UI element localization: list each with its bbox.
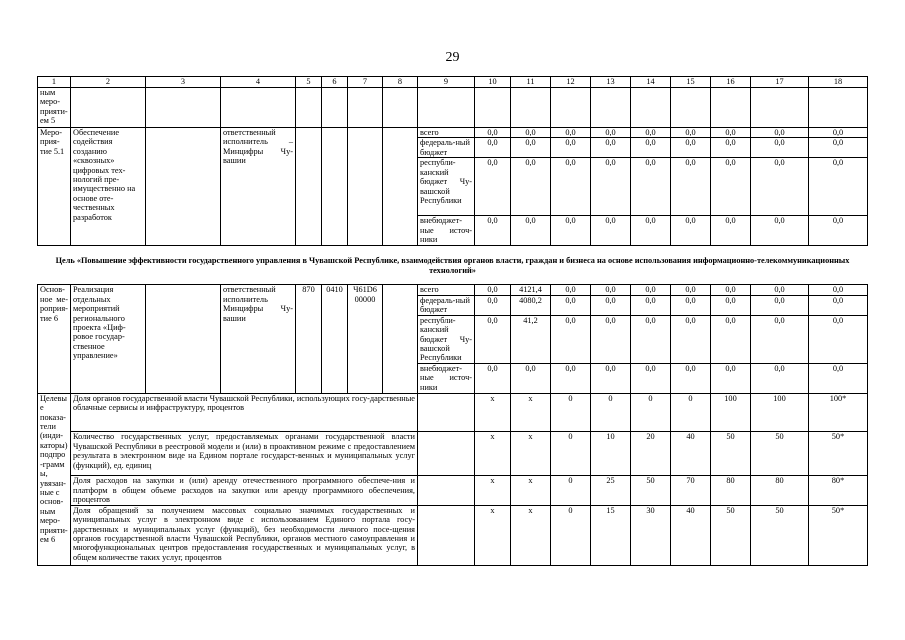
funding-value: 0,0 [671, 285, 711, 295]
cell [418, 476, 475, 505]
funding-value: 0,0 [551, 315, 591, 363]
cell [751, 88, 809, 128]
cell [418, 88, 475, 128]
funding-value: 41,2 [511, 315, 551, 363]
indicator-value: 0 [551, 432, 591, 476]
indicator-value: 50 [711, 505, 751, 565]
indicator-value: 40 [671, 432, 711, 476]
event-executor: ответственный исполнитель – Минцифры Чу-вашии [221, 128, 296, 246]
indicator-value: x [511, 476, 551, 505]
indicator-value: x [475, 432, 511, 476]
funding-value: 0,0 [671, 216, 711, 246]
goal-row [38, 246, 868, 285]
col-header: 4 [221, 77, 296, 88]
funding-value: 0,0 [475, 128, 511, 138]
funding-value: 0,0 [751, 128, 809, 138]
col-header: 5 [296, 77, 322, 88]
funding-source: всего [418, 285, 475, 295]
indicators-label: Целевые показа-тели (инди-каторы) подпро-граммы, увязан-ные с основ-ным меро-прияти-ем 6 [38, 393, 71, 565]
funding-value: 0,0 [511, 216, 551, 246]
indicator-value: 0 [631, 393, 671, 432]
funding-value: 0,0 [751, 285, 809, 295]
funding-value: 0,0 [711, 128, 751, 138]
funding-value: 0,0 [591, 158, 631, 216]
funding-source: республи-канский бюджет Чу-вашской Республики [418, 158, 475, 216]
funding-value: 0,0 [809, 138, 868, 158]
funding-value: 4080,2 [511, 295, 551, 315]
funding-value: 0,0 [475, 285, 511, 295]
indicator-value: 100 [751, 393, 809, 432]
event-title: Реализация отдельных мероприятий регионального проекта «Циф-ровое государ-ственное управление» [71, 285, 146, 393]
funding-value: 0,0 [809, 285, 868, 295]
budget-code: 0410 [322, 285, 348, 393]
funding-value: 0,0 [671, 315, 711, 363]
funding-value: 0,0 [551, 128, 591, 138]
col-header: 3 [146, 77, 221, 88]
col-header: 1 [38, 77, 71, 88]
indicator-row [38, 505, 868, 565]
indicator-value: 80 [751, 476, 809, 505]
indicator-value: 0 [591, 393, 631, 432]
indicator-value: x [475, 505, 511, 565]
funding-source: внебюджет-ные источ-ники [418, 363, 475, 393]
funding-source: федераль-ный бюджет [418, 138, 475, 158]
funding-value: 0,0 [551, 295, 591, 315]
funding-value: 0,0 [711, 363, 751, 393]
goal-title: Цель «Повышение эффективности государственного управления в Чувашской Республике, взаимодействия органов власти, граждан и бизнеса на основе использования информационно-телекоммуникационных технологий» [38, 246, 868, 285]
funding-value: 0,0 [551, 158, 591, 216]
funding-value: 0,0 [475, 363, 511, 393]
funding-source: республи-канский бюджет Чу-вашской Республики [418, 315, 475, 363]
indicator-row [38, 476, 868, 505]
page-number: 29 [445, 50, 460, 65]
indicator-value: 100* [809, 393, 868, 432]
indicator-value: 10 [591, 432, 631, 476]
funding-value: 0,0 [631, 363, 671, 393]
cell [71, 88, 146, 128]
indicator-value: 50 [711, 432, 751, 476]
budget-code: Ч61D6 00000 [348, 285, 383, 393]
indicator-value: 25 [591, 476, 631, 505]
funding-value: 0,0 [475, 138, 511, 158]
indicator-text: Количество государственных услуг, предоставляемых органами государственной власти Чувашской Республики в реестровой модели и (или) в проактивном режиме с предоставлением результата в электронном виде на Едином портале государст-венных и муниципальных услуг (функций), ед. единиц [71, 432, 418, 476]
funding-value: 0,0 [511, 128, 551, 138]
funding-value: 4121,4 [511, 285, 551, 295]
col-header: 12 [551, 77, 591, 88]
funding-value: 0,0 [631, 285, 671, 295]
cell [631, 88, 671, 128]
funding-value: 0,0 [591, 315, 631, 363]
funding-value: 0,0 [631, 295, 671, 315]
cell [671, 88, 711, 128]
cell [551, 88, 591, 128]
indicator-value: x [475, 393, 511, 432]
funding-value: 0,0 [711, 315, 751, 363]
cell [348, 128, 383, 246]
budget-code: 870 [296, 285, 322, 393]
indicator-value: 70 [671, 476, 711, 505]
indicator-value: 0 [551, 476, 591, 505]
funding-source: внебюджет-ные источ-ники [418, 216, 475, 246]
cont-label: ным меро-прияти-ем 5 [38, 88, 71, 128]
indicator-value: x [511, 505, 551, 565]
funding-value: 0,0 [511, 138, 551, 158]
indicator-value: 20 [631, 432, 671, 476]
funding-value: 0,0 [751, 295, 809, 315]
col-header: 2 [71, 77, 146, 88]
indicator-value: 80* [809, 476, 868, 505]
col-header: 13 [591, 77, 631, 88]
indicator-value: 50 [631, 476, 671, 505]
indicator-row [38, 393, 868, 432]
funding-value: 0,0 [475, 295, 511, 315]
cell [591, 88, 631, 128]
col-header: 9 [418, 77, 475, 88]
cell [383, 128, 418, 246]
funding-value: 0,0 [591, 295, 631, 315]
funding-value: 0,0 [631, 138, 671, 158]
funding-value: 0,0 [631, 158, 671, 216]
funding-value: 0,0 [751, 138, 809, 158]
funding-value: 0,0 [475, 216, 511, 246]
funding-value: 0,0 [711, 216, 751, 246]
funding-value: 0,0 [591, 363, 631, 393]
col-header: 7 [348, 77, 383, 88]
column-number-row [38, 77, 868, 88]
funding-value: 0,0 [751, 363, 809, 393]
funding-value: 0,0 [671, 128, 711, 138]
cell [418, 393, 475, 432]
indicator-value: 100 [711, 393, 751, 432]
cell [322, 88, 348, 128]
funding-value: 0,0 [751, 216, 809, 246]
funding-value: 0,0 [671, 363, 711, 393]
funding-value: 0,0 [591, 128, 631, 138]
col-header: 14 [631, 77, 671, 88]
indicator-value: 80 [711, 476, 751, 505]
indicator-text: Доля органов государственной власти Чувашской Республики, использующих госу-дарственные облачные сервисы и инфраструктуру, процентов [71, 393, 418, 432]
funding-value: 0,0 [809, 315, 868, 363]
cell [418, 505, 475, 565]
cell [383, 88, 418, 128]
funding-value: 0,0 [551, 216, 591, 246]
indicator-text: Доля обращений за получением массовых социально значимых государственных и муниципальных услуг в электронном виде с использованием Единого портала госу-дарственных и муниципальных услуг (функций), без необходимости личного посе-щения органов государственной власти Чувашской Республики, органов местного самоуправления и многофункциональных центров предоставления государственных и муниципальных услуг, в общем количестве таких услуг, процентов [71, 505, 418, 565]
funding-value: 0,0 [475, 158, 511, 216]
cell [322, 128, 348, 246]
funding-value: 0,0 [809, 158, 868, 216]
cell [511, 88, 551, 128]
program-table [37, 76, 868, 566]
indicator-value: x [511, 432, 551, 476]
cell [383, 285, 418, 393]
cell [146, 88, 221, 128]
indicator-value: x [475, 476, 511, 505]
cell [296, 88, 322, 128]
funding-value: 0,0 [551, 363, 591, 393]
funding-value: 0,0 [591, 285, 631, 295]
funding-value: 0,0 [511, 363, 551, 393]
event-label: Меро-прия-тие 5.1 [38, 128, 71, 246]
col-header: 8 [383, 77, 418, 88]
funding-value: 0,0 [671, 138, 711, 158]
cell [221, 88, 296, 128]
funding-value: 0,0 [671, 158, 711, 216]
funding-value: 0,0 [751, 315, 809, 363]
col-header: 11 [511, 77, 551, 88]
col-header: 16 [711, 77, 751, 88]
cell [146, 285, 221, 393]
indicator-row [38, 432, 868, 476]
event-title: Обеспечение содействия созданию «сквозных» цифровых тех-нологий пре-имущественно на основе оте-чественных разработок [71, 128, 146, 246]
cell [146, 128, 221, 246]
col-header: 10 [475, 77, 511, 88]
cell [809, 88, 868, 128]
funding-source: всего [418, 128, 475, 138]
funding-value: 0,0 [551, 285, 591, 295]
col-header: 15 [671, 77, 711, 88]
funding-value: 0,0 [809, 295, 868, 315]
indicator-value: 0 [551, 393, 591, 432]
cell [475, 88, 511, 128]
funding-source: федераль-ный бюджет [418, 295, 475, 315]
funding-value: 0,0 [809, 216, 868, 246]
event-executor: ответственный исполнитель Минцифры Чу-вашии [221, 285, 296, 393]
indicator-value: 0 [671, 393, 711, 432]
indicator-value: 50 [751, 432, 809, 476]
cell [296, 128, 322, 246]
cell [348, 88, 383, 128]
funding-value: 0,0 [711, 285, 751, 295]
funding-value: 0,0 [711, 158, 751, 216]
event-row [38, 285, 868, 295]
indicator-value: 30 [631, 505, 671, 565]
funding-value: 0,0 [809, 363, 868, 393]
funding-value: 0,0 [591, 216, 631, 246]
indicator-value: 50* [809, 505, 868, 565]
funding-value: 0,0 [751, 158, 809, 216]
funding-value: 0,0 [475, 315, 511, 363]
funding-value: 0,0 [711, 295, 751, 315]
indicator-value: 50* [809, 432, 868, 476]
funding-value: 0,0 [671, 295, 711, 315]
indicator-value: x [511, 393, 551, 432]
indicator-value: 40 [671, 505, 711, 565]
indicator-text: Доля расходов на закупки и (или) аренду отечественного программного обеспече-ния и платформ в общем объеме расходов на закупки или аренду программного обеспечения, процентов [71, 476, 418, 505]
funding-value: 0,0 [711, 138, 751, 158]
indicator-value: 15 [591, 505, 631, 565]
indicator-value: 0 [551, 505, 591, 565]
funding-value: 0,0 [631, 315, 671, 363]
funding-value: 0,0 [631, 216, 671, 246]
event-label: Основ-ное ме-роприя-тие 6 [38, 285, 71, 393]
cell [418, 432, 475, 476]
col-header: 18 [809, 77, 868, 88]
col-header: 17 [751, 77, 809, 88]
funding-value: 0,0 [511, 158, 551, 216]
event-row [38, 128, 868, 138]
funding-value: 0,0 [551, 138, 591, 158]
funding-value: 0,0 [809, 128, 868, 138]
col-header: 6 [322, 77, 348, 88]
funding-value: 0,0 [631, 128, 671, 138]
indicator-value: 50 [751, 505, 809, 565]
continuation-row [38, 88, 868, 128]
funding-value: 0,0 [591, 138, 631, 158]
cell [711, 88, 751, 128]
